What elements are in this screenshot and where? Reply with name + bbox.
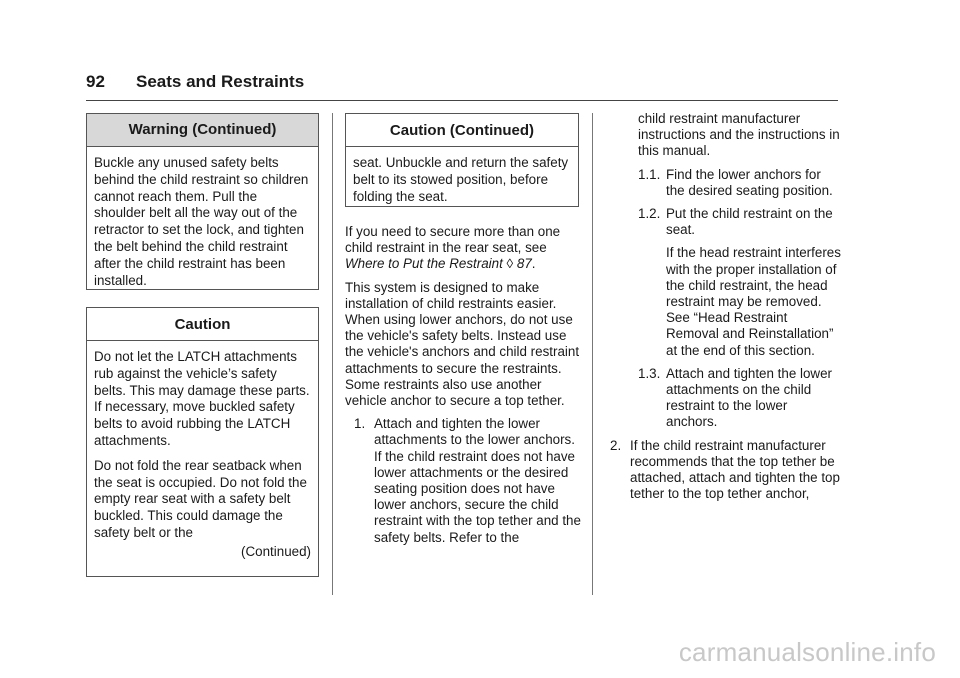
caution-title: Caution bbox=[87, 308, 318, 341]
paragraph-multiple-restraints bbox=[345, 224, 581, 273]
step-text: If the child restraint manufacturer recommends that the top tether be attached, attach and tighten the top tether to the top tether anchor, bbox=[630, 437, 840, 502]
caution-continued-box bbox=[345, 113, 579, 207]
caution-continued-text: seat. Unbuckle and return the safety belt to its stowed position, before folding the seat. bbox=[353, 155, 569, 204]
caution-box bbox=[86, 307, 319, 577]
page-ref-number[interactable]: 87 bbox=[516, 256, 532, 272]
page-number: 92 bbox=[86, 72, 105, 91]
step-text: Attach and tighten the lower attachments on the child restraint to the lower anchors. bbox=[666, 365, 833, 430]
step-number: 1.3. bbox=[638, 365, 661, 381]
sub-step-1-2 bbox=[610, 206, 842, 238]
column-divider bbox=[332, 113, 333, 595]
warning-body bbox=[87, 147, 318, 289]
continuation-text: child restraint manufacturer instructions and the instructions in this manual. bbox=[638, 111, 840, 159]
sub-step-1-3 bbox=[610, 366, 842, 431]
middle-column-text bbox=[345, 224, 581, 553]
paragraph-text: . bbox=[531, 256, 536, 272]
section-title: Seats and Restraints bbox=[136, 72, 305, 91]
warning-text: Buckle any unused safety belts behind the child restraint so children cannot reach them. Pull the shoulder belt all the way out of the retractor to set the lock, and tighten the belt behind the child restraint after the child restraint has been installed. bbox=[94, 155, 309, 288]
right-column-text bbox=[610, 111, 842, 509]
cross-reference-link[interactable]: Where to Put the Restraint bbox=[345, 256, 503, 272]
head-restraint-note: If the head restraint interferes with the proper installation of the child restraint, the head restraint may be removed. See “Head Restraint Removal and Reinstallation” at the end of this section. bbox=[666, 245, 841, 358]
step-2 bbox=[610, 438, 842, 503]
column-divider bbox=[592, 113, 593, 595]
step-number: 1.1. bbox=[638, 166, 661, 182]
page-ref-icon: ◊ bbox=[506, 256, 514, 272]
sub-step-1-1 bbox=[610, 167, 842, 199]
step-number: 1. bbox=[354, 416, 366, 432]
caution-continued-title: Caution (Continued) bbox=[346, 114, 578, 147]
paragraph-text: If you need to secure more than one child restraint in the rear seat, see bbox=[345, 224, 561, 256]
watermark-text: carmanualsonline.info bbox=[678, 637, 936, 667]
caution-paragraph: Do not let the LATCH attachments rub against the vehicle’s safety belts. This may damage these parts. If necessary, move buckled safety belts to avoid rubbing the LATCH attachments. bbox=[94, 349, 310, 448]
caution-continued-body bbox=[346, 147, 578, 205]
step-text: Put the child restraint on the seat. bbox=[666, 206, 833, 238]
caution-paragraph: Do not fold the rear seatback when the seat is occupied. Do not fold the empty rear seat with a safety belt buckled. This could damage the safety belt or the bbox=[94, 457, 307, 540]
step-text: Find the lower anchors for the desired seating position. bbox=[666, 166, 833, 198]
step-1 bbox=[345, 416, 581, 546]
step-number: 2. bbox=[610, 437, 622, 453]
step-text: Attach and tighten the lower attachments to the lower anchors. If the child restraint does not have lower attachments or the desired seating position does not have lower anchors, secure the child restraint with the top tether and the safety belts. Refer to the bbox=[374, 416, 581, 545]
paragraph-system-description: This system is designed to make installation of child restraints easier. When using lower anchors, do not use the vehicle's safety belts. Instead use the vehicle's anchors and child restraint attachments to secure the restraints. Some restraints also use another vehicle anchor to secure a top tether. bbox=[345, 279, 580, 409]
caution-body bbox=[87, 341, 318, 565]
continued-label: (Continued) bbox=[241, 543, 311, 559]
page-header bbox=[86, 72, 838, 101]
step-number: 1.2. bbox=[638, 206, 661, 222]
warning-title: Warning (Continued) bbox=[87, 114, 318, 147]
warning-box bbox=[86, 113, 319, 290]
